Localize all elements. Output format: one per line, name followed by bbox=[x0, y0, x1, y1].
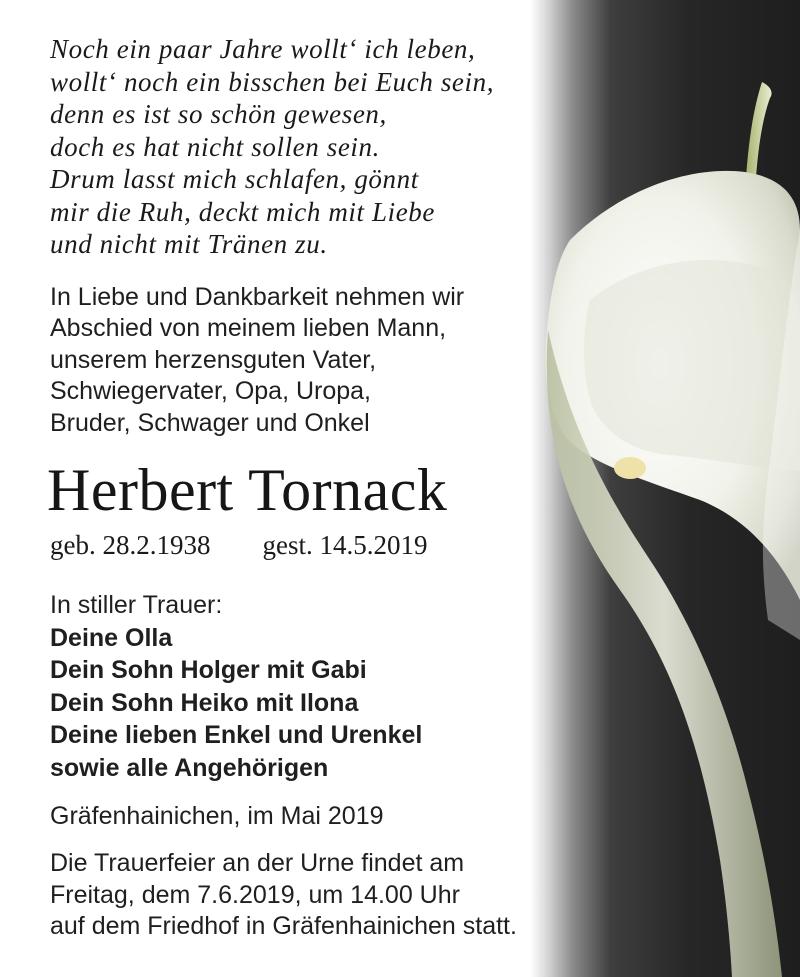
calla-lily-icon bbox=[530, 0, 800, 977]
intro-line: Abschied von meinem lieben Mann, bbox=[50, 314, 447, 343]
poem-line: Noch ein paar Jahre wollt‘ ich leben, bbox=[50, 34, 476, 64]
birth-date: geb. 28.2.1938 bbox=[50, 530, 211, 560]
death-date: gest. 14.5.2019 bbox=[262, 530, 428, 560]
intro-line: Schwiegervater, Opa, Uropa, bbox=[50, 377, 371, 406]
place-date: Gräfenhainichen, im Mai 2019 bbox=[50, 802, 384, 830]
ceremony-line: auf dem Friedhof in Gräfenhainichen statt. bbox=[50, 912, 517, 940]
poem-line: doch es hat nicht sollen sein. bbox=[50, 131, 380, 162]
poem-line: mir die Ruh, deckt mich mit Liebe bbox=[50, 196, 435, 227]
life-dates bbox=[50, 528, 427, 562]
ceremony-line: Freitag, dem 7.6.2019, um 14.00 Uhr bbox=[50, 880, 460, 909]
mourner-name: Dein Sohn Holger mit Gabi bbox=[50, 656, 367, 684]
farewell-intro bbox=[50, 282, 570, 439]
mourner-name: Deine lieben Enkel und Urenkel bbox=[50, 721, 423, 749]
intro-line: In Liebe und Dankbarkeit nehmen wir bbox=[50, 283, 465, 311]
ceremony-line: Die Trauerfeier an der Urne findet am bbox=[50, 849, 465, 877]
intro-line: unserem herzensguten Vater, bbox=[50, 345, 377, 374]
poem-line: und nicht mit Tränen zu. bbox=[50, 229, 328, 259]
mourner-name: Dein Sohn Heiko mit Ilona bbox=[50, 688, 359, 717]
mourners-list bbox=[50, 589, 570, 784]
ceremony-info bbox=[50, 848, 590, 943]
poem-line: Drum lasst mich schlafen, gönnt bbox=[50, 164, 419, 194]
intro-line: Bruder, Schwager und Onkel bbox=[50, 408, 370, 437]
mourner-name: Deine Olla bbox=[50, 623, 173, 652]
poem-line: denn es ist so schön gewesen, bbox=[50, 99, 387, 129]
deceased-name: Herbert Tornack bbox=[47, 457, 448, 523]
mourner-name: sowie alle Angehörigen bbox=[50, 753, 329, 782]
calla-lily-image bbox=[530, 0, 800, 977]
poem-line: wollt‘ noch ein bisschen bei Euch sein, bbox=[50, 66, 495, 97]
poem bbox=[50, 33, 570, 261]
mourners-heading: In stiller Trauer: bbox=[50, 591, 223, 619]
